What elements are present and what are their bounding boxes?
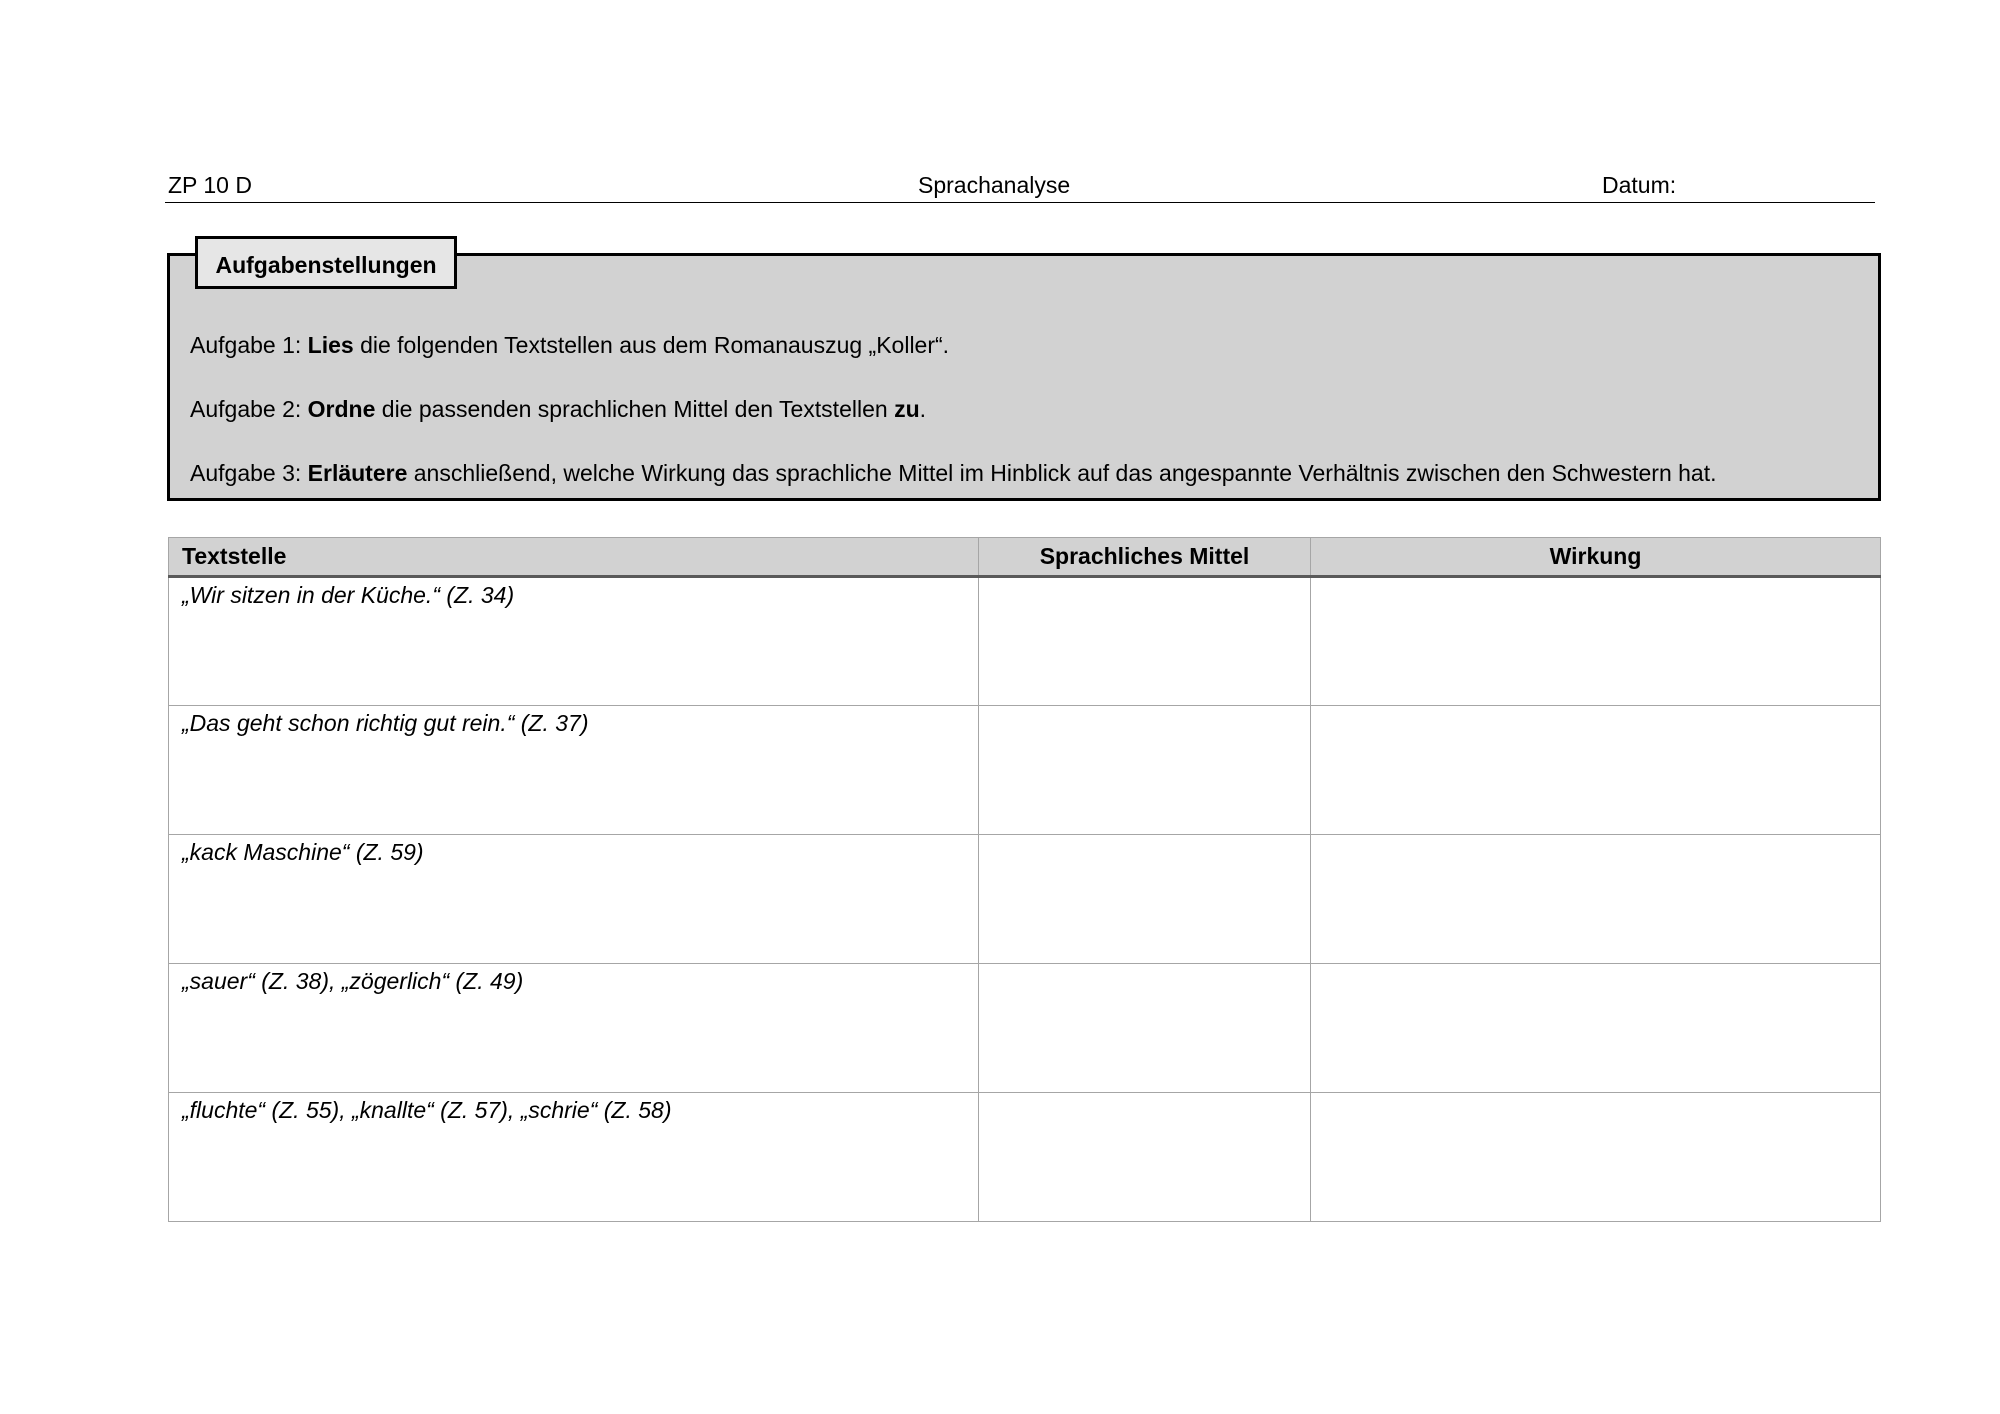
header-textstelle: Textstelle [169,538,979,577]
wirkung-cell[interactable] [1311,964,1881,1093]
task-3-verb: Erläutere [307,460,408,486]
header-wirkung: Wirkung [1311,538,1881,577]
wirkung-cell[interactable] [1311,835,1881,964]
wirkung-cell[interactable] [1311,706,1881,835]
textstelle-cell: „sauer“ (Z. 38), „zögerlich“ (Z. 49) [169,964,979,1093]
task-3-prefix: Aufgabe 3: [190,460,308,486]
page-header [165,168,1875,203]
tasks-title: Aufgabenstellungen [195,236,457,289]
mittel-cell[interactable] [979,706,1311,835]
page-title: Sprachanalyse [918,172,1071,198]
task-2-rest: die passenden sprachlichen Mittel den Textstellen [375,396,895,422]
textstelle-cell: „kack Maschine“ (Z. 59) [169,835,979,964]
table-row [169,577,1881,706]
textstelle-cell: „Wir sitzen in der Küche.“ (Z. 34) [169,577,979,706]
table-row [169,706,1881,835]
textstelle-cell: „fluchte“ (Z. 55), „knallte“ (Z. 57), „schrie“ (Z. 58) [169,1093,979,1222]
mittel-cell[interactable] [979,577,1311,706]
textstelle-cell: „Das geht schon richtig gut rein.“ (Z. 37) [169,706,979,835]
task-1-verb: Lies [307,332,354,358]
wirkung-cell[interactable] [1311,1093,1881,1222]
task-1-prefix: Aufgabe 1: [190,332,308,358]
task-1 [190,332,949,359]
task-2-verb2: zu [894,396,920,422]
task-2 [190,396,926,423]
wirkung-cell[interactable] [1311,577,1881,706]
task-3 [190,460,1717,487]
date-label: Datum: [1602,172,1677,198]
task-2-prefix: Aufgabe 2: [190,396,308,422]
task-3-rest: anschließend, welche Wirkung das sprachliche Mittel im Hinblick auf das angespannte Verhältnis zwischen den Schwestern hat. [407,460,1717,486]
table-header-row [169,538,1881,577]
task-1-rest: die folgenden Textstellen aus dem Romanauszug „Koller“. [353,332,950,358]
task-2-end: . [919,396,927,422]
header-sprachliches-mittel: Sprachliches Mittel [979,538,1311,577]
table-row [169,964,1881,1093]
course-label: ZP 10 D [168,172,252,198]
mittel-cell[interactable] [979,964,1311,1093]
mittel-cell[interactable] [979,835,1311,964]
table-row [169,835,1881,964]
task-2-verb: Ordne [307,396,376,422]
table-row [169,1093,1881,1222]
mittel-cell[interactable] [979,1093,1311,1222]
analysis-table [168,537,1881,1222]
